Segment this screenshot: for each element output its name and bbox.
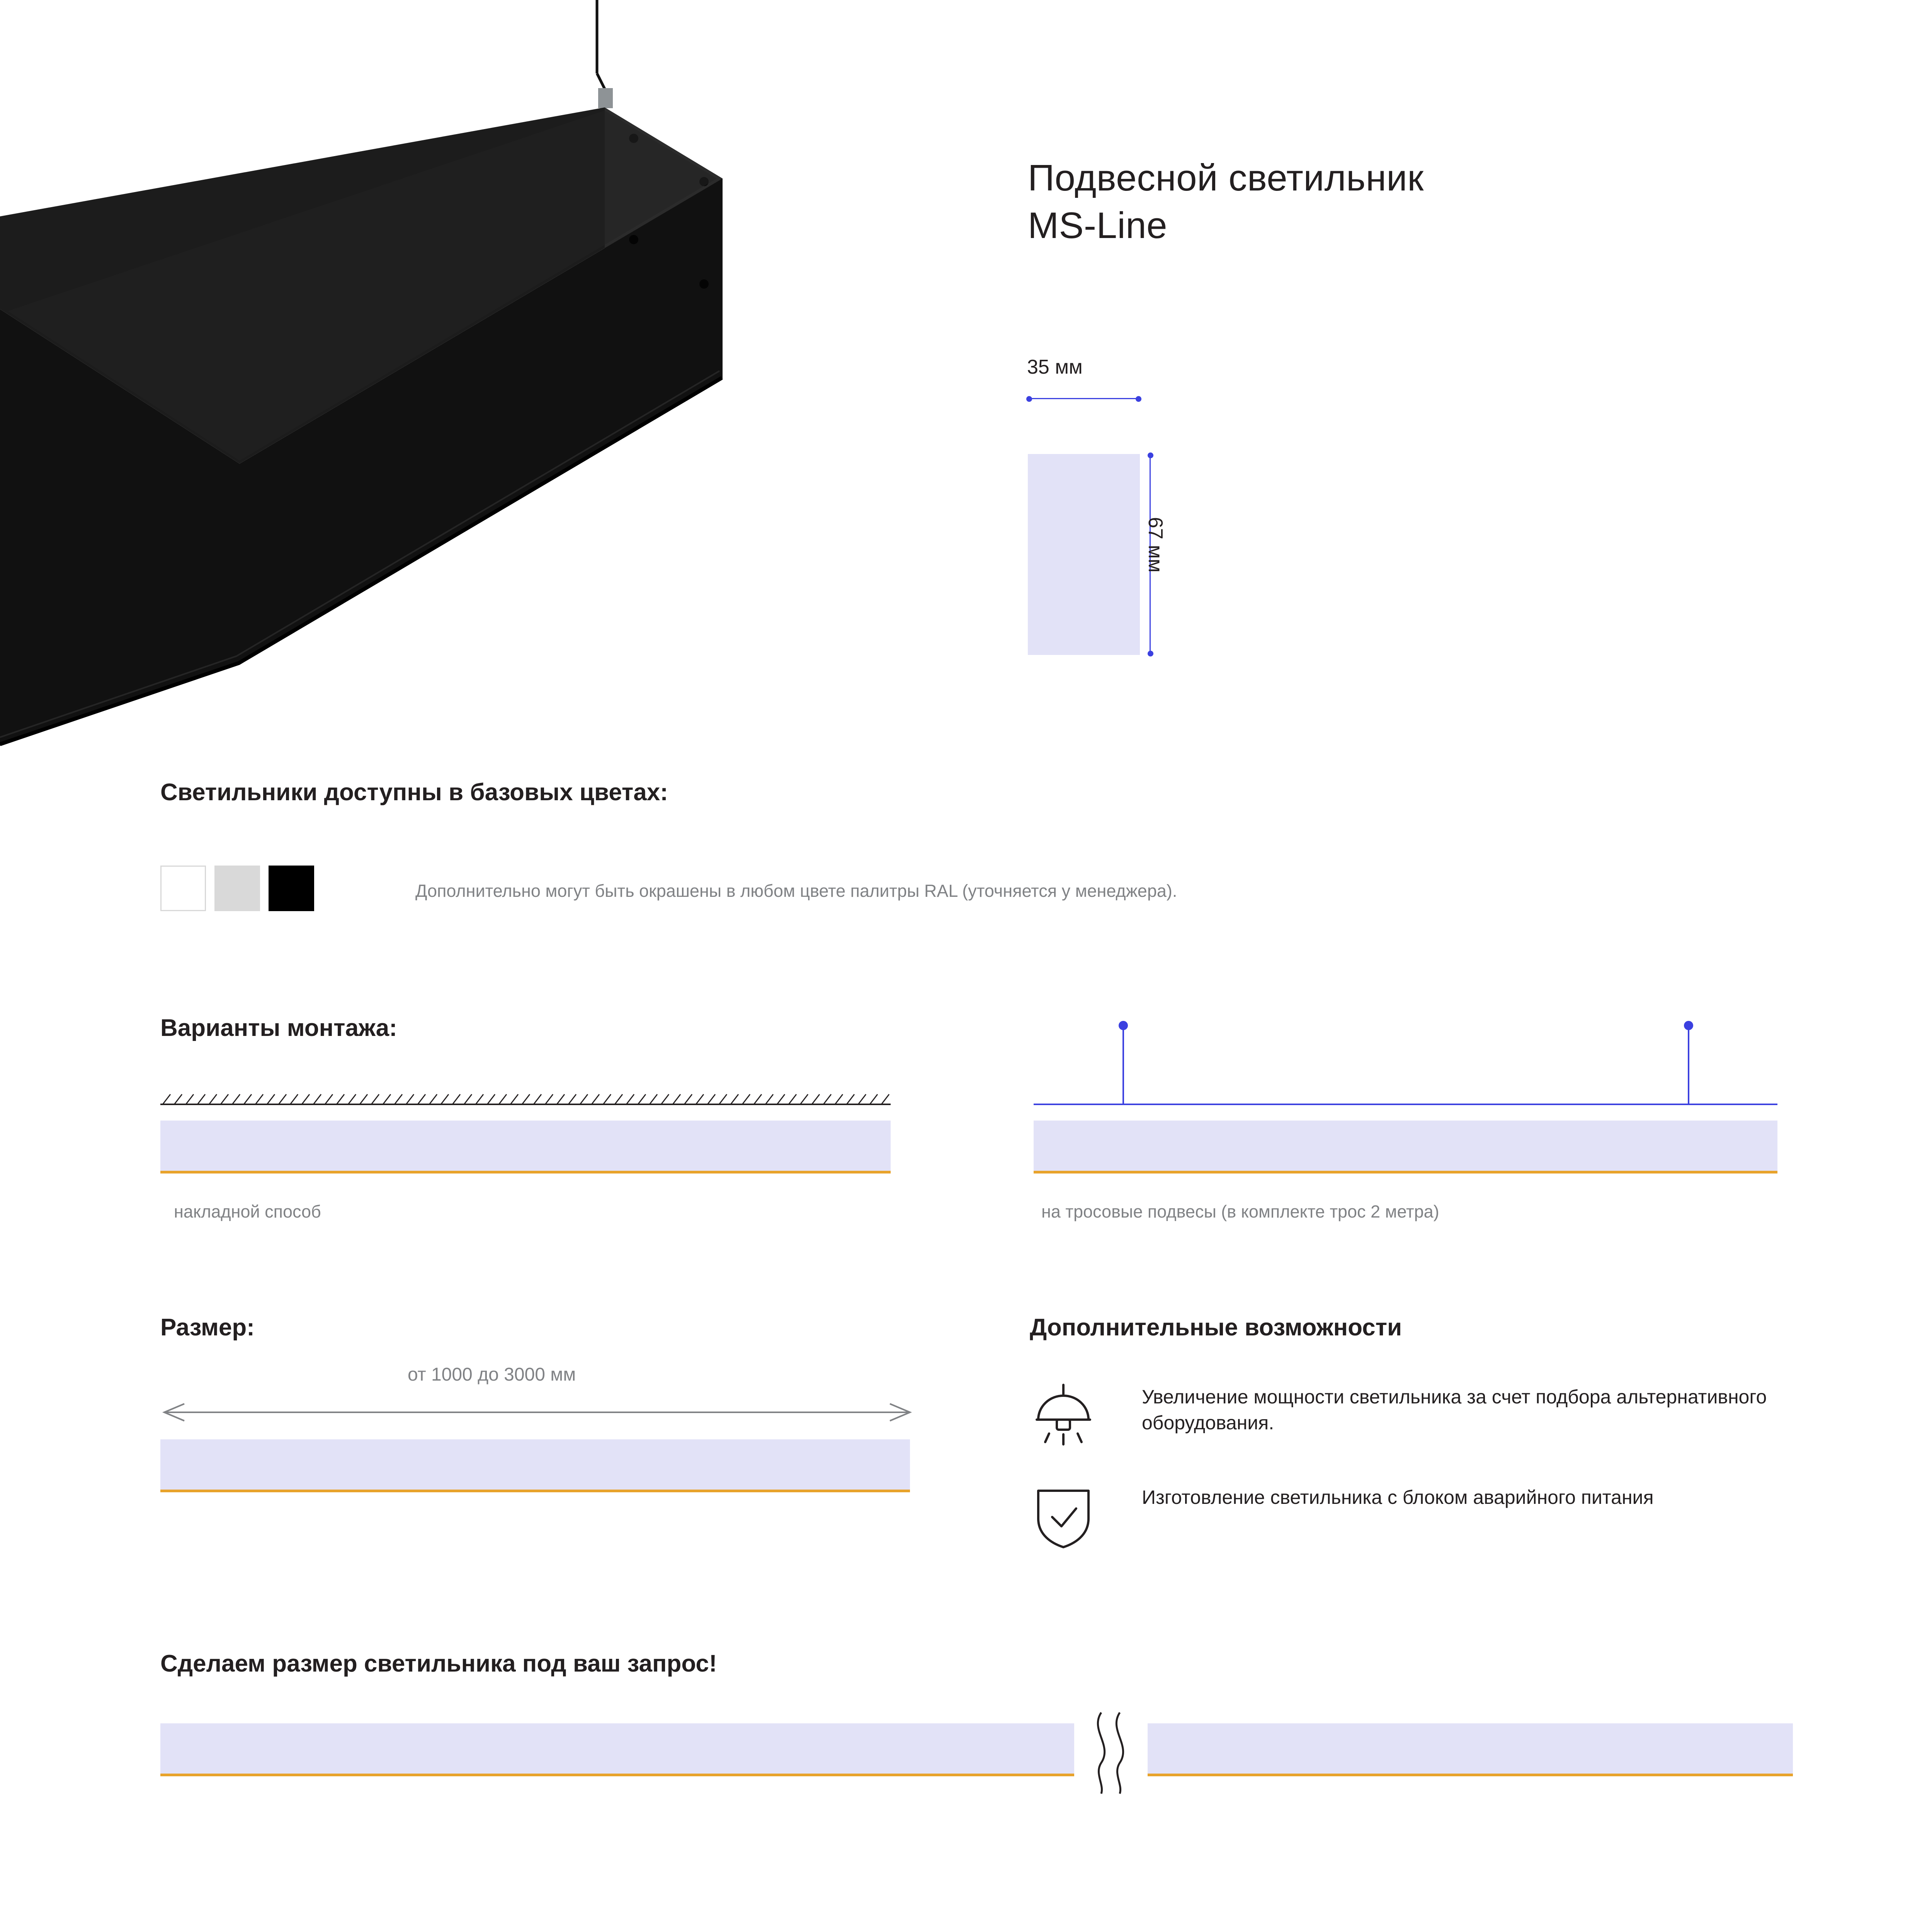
extras-item-power — [1030, 1379, 1803, 1453]
mounting-caption-cable: на тросовые подвесы (в комплекте трос 2 метра) — [1041, 1202, 1439, 1221]
extras-item-power-text: Увеличение мощности светильника за счет подбора альтернативного оборудования. — [1142, 1386, 1767, 1434]
custom-size-heading: Сделаем размер светильника под ваш запрос! — [160, 1650, 717, 1677]
mounting-caption-surface: накладной способ — [174, 1202, 321, 1221]
shield-check-icon — [1030, 1483, 1097, 1551]
custom-size-diagram — [160, 1723, 1793, 1789]
product-hero-image — [0, 0, 869, 842]
cross-section-width-label: 35 мм — [1027, 356, 1083, 378]
color-swatch-black[interactable] — [269, 866, 314, 911]
extras-item-emergency — [1030, 1480, 1803, 1553]
fixture-body-cable — [1034, 1121, 1777, 1171]
size-diagram — [160, 1364, 914, 1546]
extras-item-emergency-text: Изготовление светильника с блоком аварийного питания — [1142, 1486, 1654, 1508]
extras-heading: Дополнительные возможности — [1030, 1314, 1402, 1341]
color-swatch-white[interactable] — [160, 866, 206, 911]
fixture-light-size — [160, 1490, 910, 1492]
mounting-heading: Варианты монтажа: — [160, 1015, 397, 1041]
break-mark-icon — [1074, 1709, 1148, 1798]
colors-note: Дополнительно могут быть окрашены в любом цвете палитры RAL (уточняется у менеджера). — [415, 881, 1177, 901]
fixture-light-surface — [160, 1171, 891, 1173]
cross-section-shape — [1028, 454, 1140, 655]
mounting-option-cable — [1034, 1020, 1791, 1229]
fixture-body-custom — [160, 1723, 1793, 1774]
page-title — [1028, 155, 1820, 250]
extras-list — [1030, 1379, 1803, 1580]
page-title-line2: MS-Line — [1028, 204, 1167, 246]
pendant-lamp-icon — [1030, 1383, 1097, 1450]
size-range-label: от 1000 до 3000 мм — [408, 1364, 576, 1385]
width-dimension-line — [1028, 396, 1140, 401]
size-heading: Размер: — [160, 1314, 255, 1341]
page-title-line1: Подвесной светильник — [1028, 157, 1424, 199]
cross-section-diagram — [1020, 355, 1291, 684]
fixture-light-cable — [1034, 1171, 1777, 1173]
fixture-body-surface — [160, 1121, 891, 1171]
color-swatch-gray[interactable] — [214, 866, 260, 911]
fixture-light-custom — [160, 1774, 1793, 1776]
cross-section-height-label: 67 мм — [1144, 517, 1167, 573]
colors-heading: Светильники доступны в базовых цветах: — [160, 779, 668, 806]
mounting-option-surface — [160, 1090, 910, 1229]
color-swatch-group — [160, 866, 314, 911]
fixture-body-size — [160, 1439, 910, 1490]
